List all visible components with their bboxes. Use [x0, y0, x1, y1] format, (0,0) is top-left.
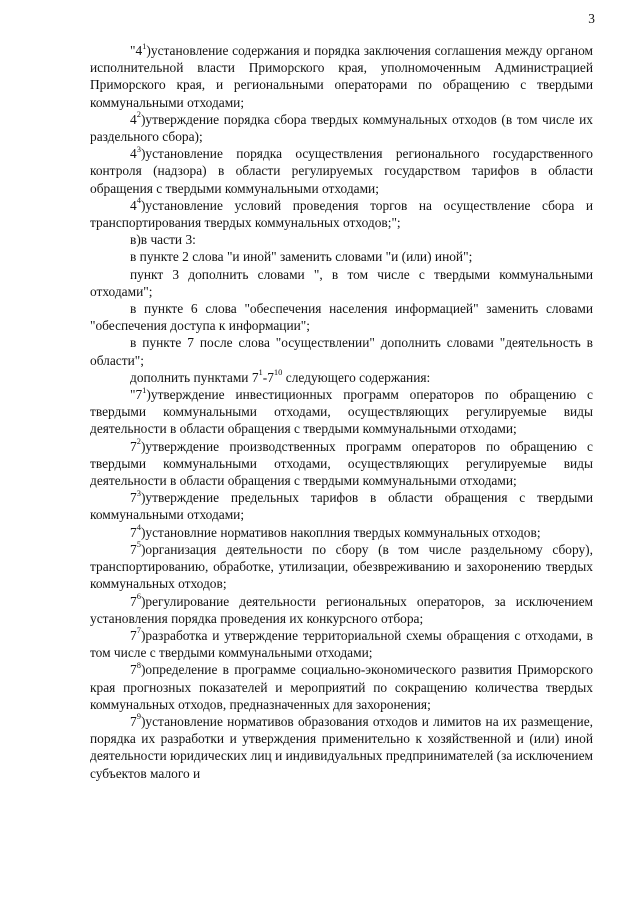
superscript-index: 1: [142, 384, 147, 395]
paragraph: [90, 248, 593, 265]
paragraph-text: -7: [262, 369, 274, 385]
paragraph-text: 4: [130, 146, 137, 162]
paragraph-text: 7: [130, 662, 137, 678]
paragraph: [90, 300, 593, 334]
paragraph-text: дополнить пунктами 7: [130, 369, 259, 385]
superscript-index: 4: [136, 195, 141, 206]
paragraph-text: "4: [130, 43, 143, 58]
paragraph-text: )организация деятельности по сбору (в том числе раздельному сбору), транспортированию, обработке, утилизации, обезвреживанию и захоронению твердых коммунальных отходов;: [90, 541, 593, 592]
paragraph-text: 4: [130, 111, 137, 127]
superscript-index: 6: [136, 591, 141, 602]
paragraph-text: )утверждение производственных программ операторов по обращению с твердыми коммунальными отходами, осуществляющих регулируемые виды деятельности в области обращения с твердыми коммунальными отходами;: [90, 438, 593, 489]
paragraph-text: )установление нормативов образования отходов и лимитов на их размещение, порядка их разработки и утверждения применительно к хозяйственной и (или) иной деятельности юридических лиц и индивидуальных предпринимателей (за исключением субъектов малого и: [90, 713, 593, 781]
superscript-index: 4: [136, 522, 141, 533]
paragraph: [90, 541, 593, 593]
paragraph-text: 7: [130, 593, 137, 609]
paragraph-text: )утверждение предельных тарифов в области обращения с твердыми коммунальными отходами;: [90, 490, 593, 523]
paragraph: [90, 627, 593, 661]
paragraph-text: 4: [130, 197, 137, 213]
paragraph-text: пункт 3 дополнить словами ", в том числе с твердыми коммунальными отходами";: [90, 266, 593, 299]
paragraph-text: "7: [130, 387, 143, 403]
paragraph: [90, 197, 593, 231]
page-number: 3: [588, 11, 595, 26]
paragraph-text: )утверждение порядка сбора твердых коммунальных отходов (в том числе их раздельного сбора);: [90, 111, 593, 145]
paragraph-text: )разработка и утверждение территориальной схемы обращения с отходами, в том числе с твердыми коммунальными отходами;: [90, 627, 593, 661]
superscript-index: 2: [136, 436, 141, 447]
paragraph-text: )установлние нормативов накоплния твердых коммунальных отходов;: [140, 524, 541, 540]
paragraph: [90, 438, 593, 490]
paragraph: [90, 593, 593, 627]
paragraph: [90, 713, 593, 782]
superscript-index: 1: [258, 367, 263, 378]
superscript-index: 5: [136, 539, 141, 550]
superscript-index: 3: [136, 487, 141, 498]
paragraph-text: )регулирование деятельности региональных операторов, за исключением установления порядка проведения их конкурсного отбора;: [90, 593, 593, 626]
paragraph: [90, 386, 593, 438]
paragraph-text: 7: [130, 627, 137, 643]
paragraph-text: 7: [130, 438, 137, 454]
paragraph-text: в пункте 2 слова "и иной" заменить словами "и (или) иной";: [130, 249, 473, 265]
paragraph-text: 7: [130, 541, 137, 557]
paragraph-text: )утверждение инвестиционных программ операторов по обращению с твердыми коммунальными отходами, осуществляющих регулируемые виды деятельности в области обращения с твердыми коммунальными отходами;: [90, 387, 593, 437]
superscript-index: 3: [136, 143, 141, 154]
paragraph: [90, 145, 593, 197]
paragraph-text: в пункте 6 слова "обеспечения населения информацией" заменить словами "обеспечения доступа к информации";: [90, 301, 593, 334]
paragraph-text: )установление порядка осуществления регионального государственного контроля (надзора) в области регулируемых государством тарифов в области обращения с твердыми коммунальными отходами;: [90, 146, 593, 196]
superscript-index: 10: [273, 367, 283, 378]
paragraph: [90, 489, 593, 523]
paragraph: [90, 524, 593, 541]
superscript-index: 8: [136, 659, 141, 670]
superscript-index: 9: [136, 711, 141, 722]
paragraph: [90, 266, 593, 300]
paragraph: [90, 369, 593, 386]
paragraph-text: )установление условий проведения торгов на осуществление сбора и транспортирования твердых коммунальных отходов;";: [90, 197, 593, 231]
paragraph: [90, 111, 593, 145]
paragraph: [90, 42, 593, 111]
document-body: [90, 42, 593, 782]
paragraph-text: 7: [130, 713, 137, 729]
paragraph-text: в)в части 3:: [130, 232, 196, 248]
paragraph-text: 7: [130, 490, 137, 506]
superscript-index: 2: [136, 109, 141, 120]
paragraph-text: 7: [130, 524, 137, 540]
paragraph-text: следующего содержания:: [282, 369, 431, 385]
paragraph: [90, 661, 593, 713]
paragraph-text: )установление содержания и порядка заключения соглашения между органом исполнительной власти Приморского края, уполномоченным Администрацией Приморского края, и региональными операторами по обращению с твердыми коммунальными отходами;: [90, 43, 593, 110]
superscript-index: 7: [136, 625, 141, 636]
superscript-index: 1: [142, 40, 147, 51]
paragraph: [90, 334, 593, 368]
paragraph-text: в пункте 7 после слова "осуществлении" дополнить словами "деятельность в области";: [90, 335, 593, 368]
paragraph-text: )определение в программе социально-экономического развития Приморского края прогнозных показателей и мероприятий по сокращению количества твердых коммунальных отходов, предназначенных для захоронения;: [90, 662, 593, 712]
paragraph: [90, 231, 593, 248]
